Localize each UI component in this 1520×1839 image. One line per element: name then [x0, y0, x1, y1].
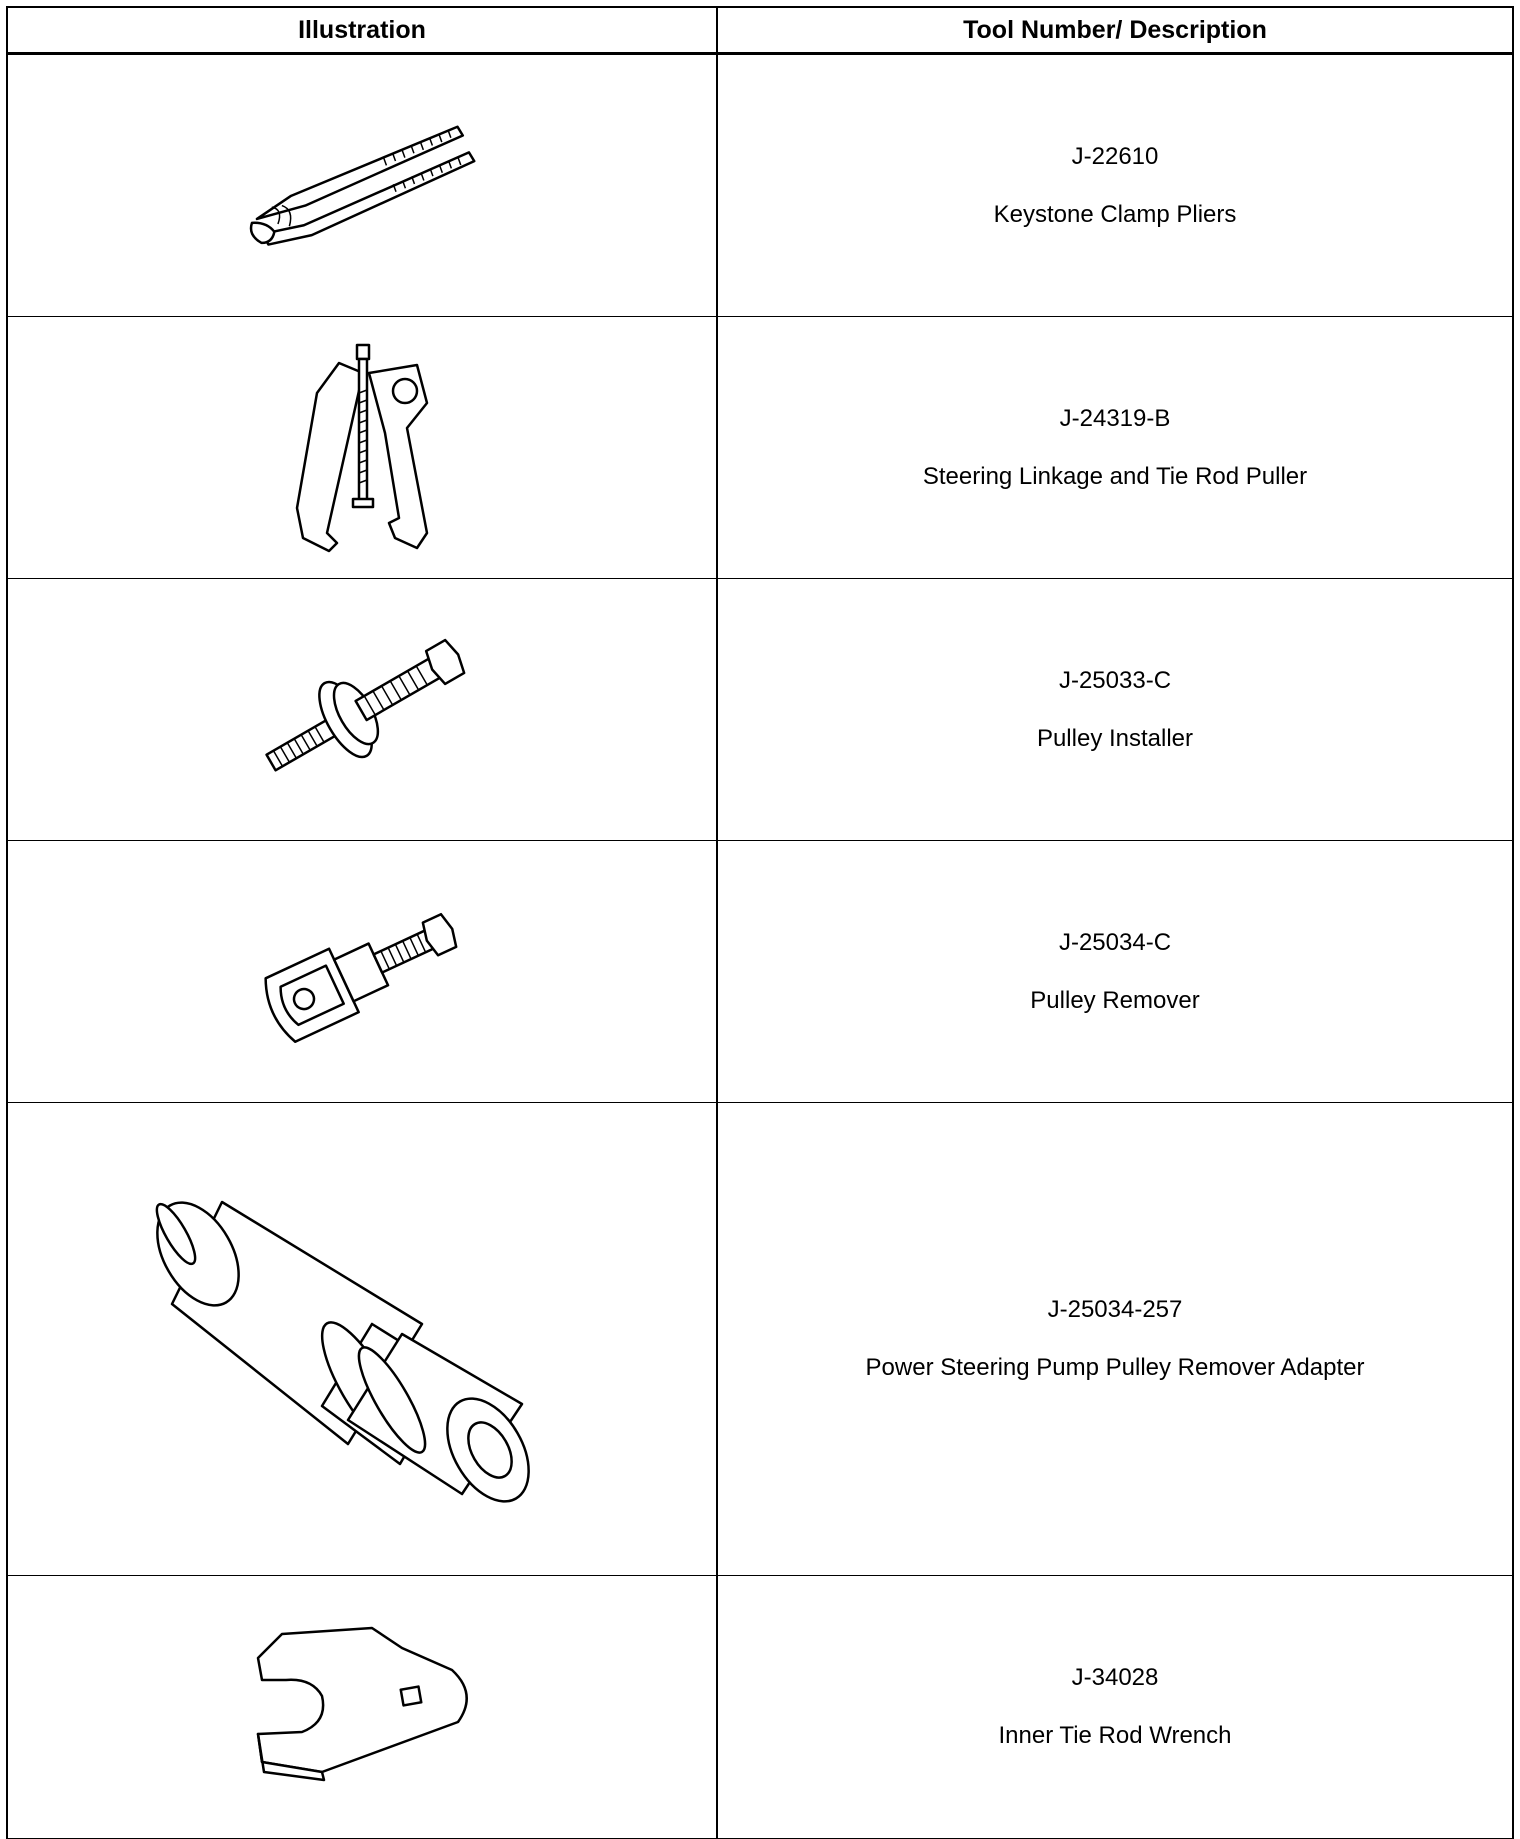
header-tool-number-description: Tool Number/ Description [717, 7, 1513, 54]
special-tools-table [6, 6, 1514, 1839]
pulley-installer-icon [247, 635, 477, 785]
illustration-cell [7, 54, 717, 317]
tool-description: Pulley Installer [1036, 724, 1194, 752]
tool-number: J-25034-257 [1047, 1296, 1183, 1323]
tool-description: Pulley Remover [1030, 986, 1200, 1014]
illustration-cell [7, 1576, 717, 1839]
inner-tie-rod-wrench-icon [242, 1622, 482, 1792]
description-cell [717, 1576, 1513, 1839]
table-row [7, 1576, 1513, 1839]
tool-number: J-24319-B [1059, 404, 1171, 432]
pulley-remover-icon [252, 897, 472, 1047]
tool-number: J-25034-C [1058, 928, 1172, 956]
table-row [7, 841, 1513, 1103]
illustration-cell [7, 579, 717, 841]
illustration-cell [7, 317, 717, 579]
tool-description: Inner Tie Rod Wrench [998, 1722, 1232, 1749]
description-cell [717, 317, 1513, 579]
table-row [7, 317, 1513, 579]
pulley-remover-adapter-icon [152, 1174, 572, 1504]
illustration-cell [7, 841, 717, 1103]
table-row [7, 54, 1513, 317]
keystone-clamp-pliers-icon [232, 111, 492, 261]
description-cell [717, 54, 1513, 317]
description-cell [717, 579, 1513, 841]
tool-number: J-34028 [1071, 1664, 1159, 1691]
description-cell [717, 841, 1513, 1103]
tool-description: Power Steering Pump Pulley Remover Adapter [865, 1354, 1365, 1381]
table-header-row [7, 7, 1513, 54]
tool-description: Steering Linkage and Tie Rod Puller [922, 462, 1308, 490]
table-row [7, 579, 1513, 841]
tool-number: J-22610 [1071, 142, 1159, 170]
tool-description: Keystone Clamp Pliers [993, 200, 1237, 228]
tool-number: J-25033-C [1058, 666, 1172, 694]
description-cell [717, 1103, 1513, 1576]
illustration-cell [7, 1103, 717, 1576]
tie-rod-puller-icon [277, 333, 447, 563]
table-row [7, 1103, 1513, 1576]
header-illustration: Illustration [7, 7, 717, 54]
